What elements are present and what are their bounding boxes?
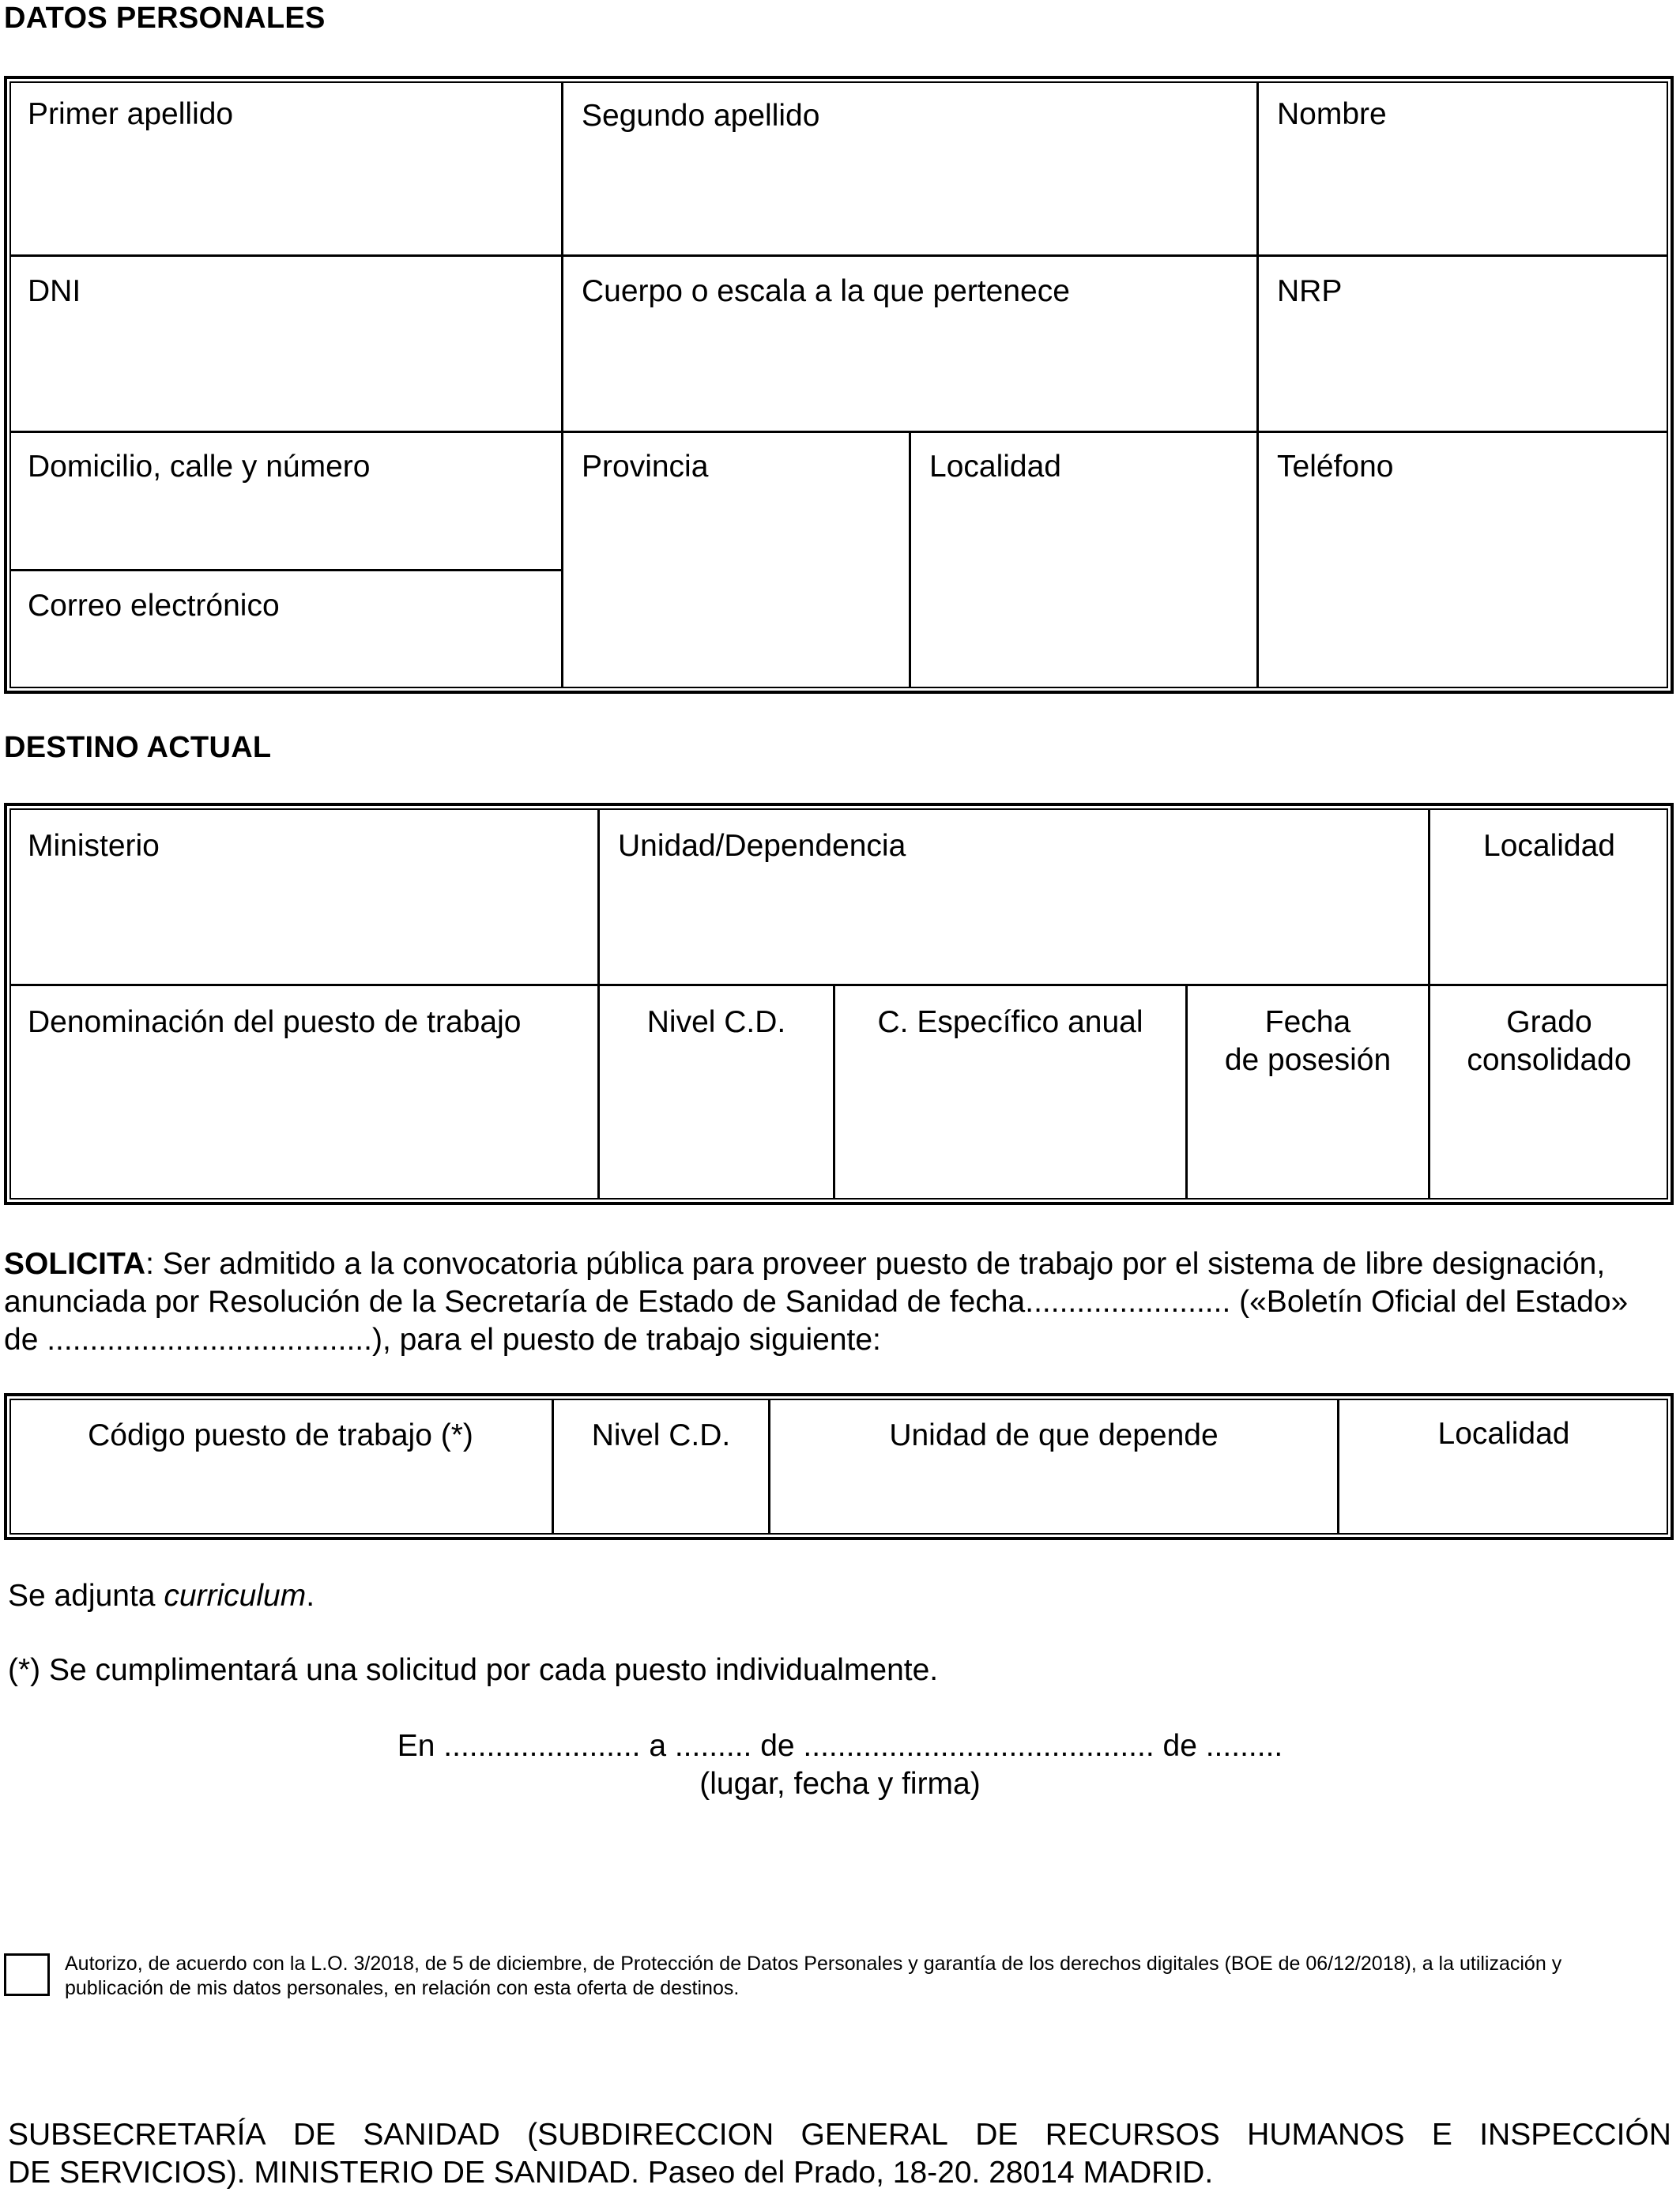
solicita-label: SOLICITA — [4, 1247, 146, 1281]
field-nombre[interactable]: Nombre — [1277, 97, 1387, 131]
solicita-line-3: de ......................................), para el puesto de trabajo siguiente: — [4, 1323, 881, 1357]
field-dni[interactable]: DNI — [28, 274, 81, 308]
adjunta-prefix: Se adjunta — [8, 1579, 164, 1613]
consent-line-1: Autorizo, de acuerdo con la L.O. 3/2018, de 5 de diciembre, de Protección de Datos Personales y garantía de los derechos digitales (BOE de 06/12/2018), a la utilización y — [65, 1953, 1562, 1975]
section-heading-destino: DESTINO ACTUAL — [4, 731, 272, 764]
footer-line-2: DE SERVICIOS). MINISTERIO DE SANIDAD. Paseo del Prado, 18-20. 28014 MADRID. — [8, 2156, 1214, 2190]
field-localidad[interactable]: Localidad — [929, 450, 1061, 484]
footer-line-1: SUBSECRETARÍA DE SANIDAD (SUBDIRECCION GENERAL DE RECURSOS HUMANOS E INSPECCIÓN — [8, 2118, 1671, 2152]
asterisk-note: (*) Se cumplimentará una solicitud por cada puesto individualmente. — [8, 1653, 939, 1687]
field-nivel-cd[interactable]: Nivel C.D. — [646, 1005, 786, 1039]
field-provincia[interactable]: Provincia — [582, 450, 709, 484]
field-grado-1: Grado — [1506, 1005, 1592, 1039]
field-codigo-puesto[interactable]: Código puesto de trabajo (*) — [88, 1418, 473, 1452]
solicita-line-1: : Ser admitido a la convocatoria pública para proveer puesto de trabajo por el sistema de libre designación, — [145, 1247, 1606, 1281]
adjunta-suffix: . — [306, 1579, 315, 1613]
field-primer-apellido[interactable]: Primer apellido — [28, 97, 234, 131]
field-grado-2: consolidado — [1467, 1043, 1632, 1077]
section-heading-personal: DATOS PERSONALES — [4, 2, 326, 35]
field-nrp[interactable]: NRP — [1277, 274, 1343, 308]
solicita-line-2: anunciada por Resolución de la Secretaría de Estado de Sanidad de fecha........................ («Boletín Oficial del Estado» — [4, 1285, 1629, 1319]
field-telefono[interactable]: Teléfono — [1277, 450, 1394, 484]
consent-text — [65, 1952, 1677, 2001]
field-puesto-nivel-cd[interactable]: Nivel C.D. — [591, 1418, 731, 1452]
field-domicilio[interactable]: Domicilio, calle y número — [28, 450, 371, 484]
adjunta-note — [8, 1577, 315, 1615]
field-ministerio[interactable]: Ministerio — [28, 829, 160, 863]
lugar-fecha-line[interactable]: En ....................... a ......... de ......................................... de ......... — [397, 1729, 1283, 1763]
field-puesto-localidad[interactable]: Localidad — [1437, 1417, 1570, 1451]
field-denominacion-puesto[interactable]: Denominación del puesto de trabajo — [28, 1005, 522, 1039]
field-correo[interactable]: Correo electrónico — [28, 589, 280, 623]
consent-line-2: publicación de mis datos personales, en relación con esta oferta de destinos. — [65, 1977, 740, 1999]
consent-checkbox[interactable] — [4, 1953, 50, 1996]
field-fecha-posesion-2: de posesión — [1224, 1043, 1392, 1077]
field-cuerpo-escala[interactable]: Cuerpo o escala a la que pertenece — [582, 274, 1070, 308]
adjunta-italic: curriculum — [164, 1579, 307, 1613]
solicita-paragraph — [4, 1245, 1675, 1359]
footer-address — [8, 2116, 1671, 2192]
field-especifico-anual[interactable]: C. Específico anual — [877, 1005, 1143, 1039]
lugar-fecha-caption: (lugar, fecha y firma) — [699, 1767, 981, 1801]
field-unidad-dependencia[interactable]: Unidad/Dependencia — [618, 829, 906, 863]
field-segundo-apellido[interactable]: Segundo apellido — [582, 99, 820, 133]
field-fecha-posesion-1: Fecha — [1264, 1005, 1351, 1039]
field-unidad-depende[interactable]: Unidad de que depende — [889, 1418, 1219, 1452]
field-destino-localidad[interactable]: Localidad — [1483, 829, 1615, 863]
